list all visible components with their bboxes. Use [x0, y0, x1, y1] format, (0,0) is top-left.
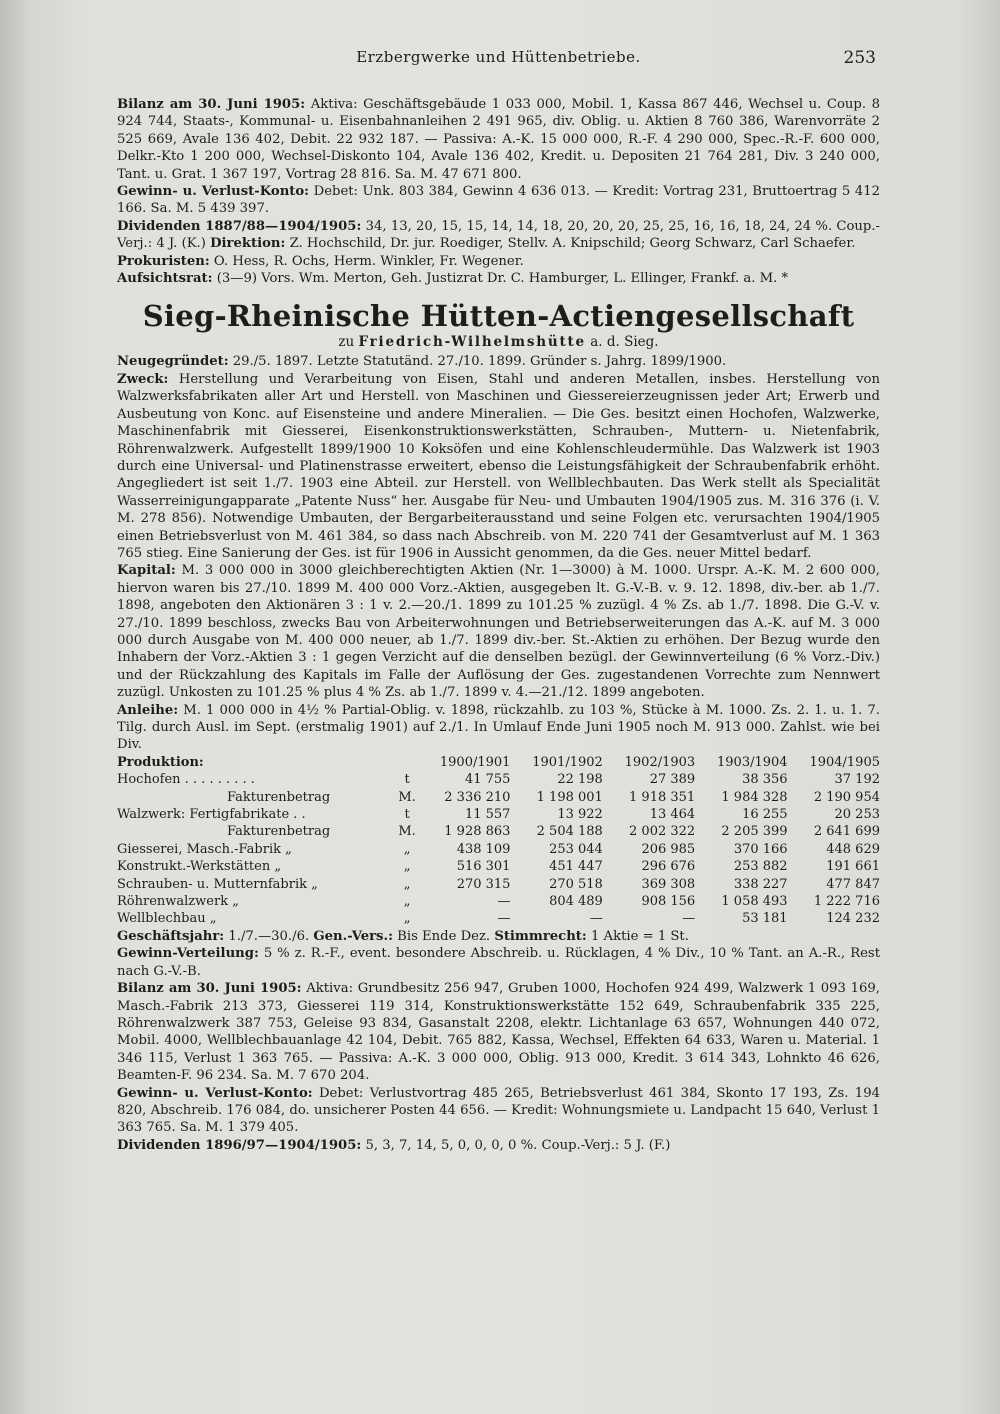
- production-value: 1 198 001: [536, 789, 603, 805]
- production-unit: „: [403, 841, 411, 857]
- production-value: 438 109: [456, 841, 511, 857]
- year-header: 1900/1901: [439, 754, 511, 770]
- production-value: 1 928 863: [444, 824, 511, 840]
- dividends-paragraph: Dividenden 1887/88—1904/1905: 34, 13, 20, 15, 15, 14, 14, 18, 20, 20, 20, 25, 25, 16, 16, 18, 24, 24 %. Coup.-Verj.: 4 J. (K.) Direktion: Z. Hochschild, Dr. jur. Roediger, Stellv. A. Knipschild; Georg Schwarz, Carl Schaefer.: [117, 218, 881, 252]
- production-value: 2 002 322: [629, 824, 696, 840]
- production-value: 2 205 399: [721, 824, 788, 840]
- text-column: [117, 96, 880, 1154]
- production-header-row: [117, 754, 880, 771]
- production-table: [117, 754, 880, 928]
- year-header: 1901/1902: [532, 754, 603, 770]
- profit-distribution-paragraph: Gewinn-Verteilung: 5 % z. R.-F., event. besondere Abschreib. u. Rücklagen, 4 % Div., 10 % Tant. an A.-R., Rest nach G.-V.-B.: [117, 946, 880, 979]
- production-value: 27 389: [649, 772, 696, 788]
- production-value: 451 447: [549, 859, 603, 875]
- production-row: [117, 771, 880, 788]
- production-label: Produktion:: [117, 754, 204, 770]
- production-value: 191 661: [826, 859, 880, 875]
- founded-paragraph: Neugegründet: 29./5. 1897. Letzte Statutänd. 27./10. 1899. Gründer s. Jahrg. 1899/1900.: [117, 354, 727, 370]
- production-value: —: [589, 911, 603, 927]
- balance-sheet-paragraph: Bilanz am 30. Juni 1905: Aktiva: Grundbesitz 256 947, Gruben 1000, Hochofen 924 499, Walzwerk 1 093 169, Masch.-Fabrik 213 373, Giesserei 119 314, Konstruktionswerkstätte 152 649, Schraubenfabrik 335 225, Röhrenwalzwerk 387 753, Geleise 93 834, Gasanstalt 2208, elektr. Lichtanlage 63 657, Wohnungen 440 072, Mobil. 4000, Wellblechbauanlage 42 104, Debit. 765 882, Kassa, Wechsel, Effekten 64 633, Waren u. Material. 1 346 115, Verlust 1 363 765. — Passiva: A.-K. 3 000 000, Oblig. 913 000, Kredit. 3 614 343, Lohnkto 46 626, Beamten-F. 96 234. Sa. M. 7 670 204.: [117, 981, 880, 1084]
- production-value: 1 058 493: [721, 894, 788, 910]
- production-row-label: Giesserei, Masch.-Fabrik „: [117, 841, 292, 857]
- production-value: 477 847: [826, 876, 880, 892]
- company-section: [117, 353, 880, 753]
- production-unit: t: [404, 772, 410, 788]
- profit-loss-paragraph: Gewinn- u. Verlust-Konto: Debet: Verlustvortrag 485 265, Betriebsverlust 461 384, Skonto 17 193, Zs. 194 820, Abschreib. 176 084, do. unsicherer Posten 44 656. — Kredit: Wohnungsmiete u. Landpacht 15 640, Verlust 1 363 765. Sa. M. 1 379 405.: [117, 1085, 880, 1136]
- production-value: 369 308: [641, 876, 696, 892]
- production-value: 2 336 210: [444, 789, 511, 805]
- company-title: Sieg-Rheinische Hütten-Actiengesellschaft: [142, 299, 855, 334]
- production-value: 2 504 188: [536, 824, 603, 840]
- company-location: zu Friedrich-Wilhelmshütte a. d. Sieg.: [338, 334, 659, 351]
- production-value: 124 232: [826, 911, 880, 927]
- production-value: 53 181: [742, 911, 788, 927]
- production-value: 11 557: [464, 807, 511, 823]
- production-value: 253 044: [549, 841, 603, 857]
- page-number: 253: [843, 48, 876, 68]
- production-value: 16 255: [742, 807, 788, 823]
- production-value: —: [682, 911, 696, 927]
- production-row: [117, 876, 880, 893]
- production-value: —: [497, 894, 511, 910]
- year-header: 1903/1904: [717, 754, 788, 770]
- production-value: 1 222 716: [813, 894, 880, 910]
- production-row-label: Fakturenbetrag: [227, 789, 331, 805]
- purpose-paragraph: Zweck: Herstellung und Verarbeitung von Eisen, Stahl und anderen Metallen, insbes. Herstellung von Walzwerksfabrikaten aller Art und Herstell. von Maschinen und Giessereierzeugnissen jeder Art; Erwerb und Ausbeutung von Konc. auf Eisensteine und andere Mineralien. — Die Ges. besitzt einen Hochofen, Walzwerke, Maschinenfabrik mit Giesserei, Eisenkonstruktionswerkstätten, Schrauben-, Muttern- u. Nietenfabrik, Röhrenwalzwerk. Aufgestellt 1899/1900 10 Koksöfen und eine Kohlenschleudermühle. Das Walzwerk ist 1903 durch eine Universal- und Platinenstrasse erweitert, ebenso die Leistungsfähigkeit der Schraubenfabrik erhöht. Angegliedert ist seit 1./7. 1903 eine Abteil. zur Herstell. von Wellblechbauten. Das Werk stellt als Specialität Wasserreinigungapparate „Patente Nuss“ her. Ausgabe für Neu- und Umbauten 1904/1905 zus. M. 316 376 (i. V. M. 278 856). Notwendige Umbauten, der Bergarbeiterausstand und seine Folgen etc. verursachten 1904/1905 einen Betriebsverlust von M. 461 384, so dass nach Abschreib. von M. 220 741 der Gesamtverlust auf M. 1 363 765 stieg. Eine Sanierung der Ges. ist für 1906 in Aussicht genommen, da die Ges. neuer Mittel bedarf.: [117, 371, 880, 561]
- page-header: [117, 48, 880, 72]
- production-value: 448 629: [826, 841, 880, 857]
- production-value: 206 985: [641, 841, 696, 857]
- production-unit: „: [403, 894, 411, 910]
- production-row: [117, 806, 880, 823]
- profit-loss-paragraph: Gewinn- u. Verlust-Konto: Debet: Unk. 803 384, Gewinn 4 636 013. — Kredit: Vortrag 231, Bruttoertrag 5 412 166. Sa. M. 5 439 397.: [117, 184, 880, 217]
- production-row-label: Schrauben- u. Mutternfabrik „: [117, 876, 318, 892]
- production-value: 38 356: [742, 772, 788, 788]
- closing-section: [117, 928, 880, 1154]
- production-unit: „: [403, 876, 411, 892]
- production-value: 20 253: [834, 807, 880, 823]
- previous-company-section: [117, 96, 880, 287]
- production-row-label: Hochofen . . . . . . . . .: [117, 772, 255, 788]
- supervisory-board-paragraph: Aufsichtsrat: (3—9) Vors. Wm. Merton, Geh. Justizrat Dr. C. Hamburger, L. Ellinger, Frankf. a. M. *: [117, 271, 789, 287]
- prokuristen-paragraph: Prokuristen: O. Hess, R. Ochs, Herm. Winkler, Fr. Wegener.: [117, 253, 524, 269]
- production-value: 270 315: [456, 876, 511, 892]
- production-row-label: Wellblechbau „: [117, 911, 217, 927]
- production-value: 516 301: [456, 859, 511, 875]
- production-row: [117, 858, 880, 875]
- capital-paragraph: Kapital: M. 3 000 000 in 3000 gleichberechtigten Aktien (Nr. 1—3000) à M. 1000. Urspr. A.-K. M. 2 600 000, hiervon waren bis 27./10. 1899 M. 400 000 Vorz.-Aktien, ausgegeben lt. G.-V.-B. v. 9. 12. 1898, div.-ber. ab 1./7. 1898, angeboten den Aktionären 3 : 1 v. 2.—20./1. 1899 zu 101.25 % zuzügl. 4 % Zs. ab 1./7. 1898. Die G.-V. v. 27./10. 1899 beschloss, zwecks Bau von Arbeiterwohnungen und Betriebserweiterungen das A.-K. auf M. 3 000 000 durch Ausgabe von M. 400 000 neuer, ab 1./7. 1899 div.-ber. St.-Aktien zu erhöhen. Der Bezug wurde den Inhabern der Vorz.-Aktien 3 : 1 gegen Verzicht auf die denselben bezügl. der Gewinnverteilung (6 % Vorz.-Div.) und der Rückzahlung des Kapitals im Falle der Auflösung der Ges. zugestandenen Vorrechte zum Nennwert zuzügl. Unkosten zu 101.25 % plus 4 % Zs. ab 1./7. 1899 v. 4.—21./12. 1899 angeboten.: [117, 563, 880, 701]
- production-row-label: Röhrenwalzwerk „: [117, 894, 239, 910]
- production-value: 2 190 954: [813, 789, 880, 805]
- production-value: 22 198: [557, 772, 603, 788]
- loan-paragraph: Anleihe: M. 1 000 000 in 4½ % Partial-Oblig. v. 1898, rückzahlb. zu 103 %, Stücke à M. 1000. Zs. 2. 1. u. 1. 7. Tilg. durch Ausl. im Sept. (erstmalig 1901) auf 2./1. In Umlauf Ende Juni 1905 noch M. 913 000. Zahlst. wie bei Div.: [117, 702, 880, 753]
- production-value: 253 882: [733, 859, 788, 875]
- production-unit: „: [403, 911, 411, 927]
- production-value: 2 641 699: [813, 824, 880, 840]
- production-unit: M.: [398, 824, 416, 840]
- production-value: 41 755: [464, 772, 511, 788]
- production-row: [117, 893, 880, 910]
- running-title: Erzbergwerke und Hüttenbetriebe.: [356, 48, 641, 66]
- year-header: 1904/1905: [809, 754, 880, 770]
- production-value: 338 227: [733, 876, 788, 892]
- production-unit: „: [403, 859, 411, 875]
- production-value: 13 464: [649, 807, 696, 823]
- production-row: [117, 910, 880, 927]
- production-value: 13 922: [557, 807, 603, 823]
- production-row-label: Walzwerk: Fertigfabrikate . .: [117, 807, 306, 823]
- production-row: [117, 789, 880, 806]
- production-value: 296 676: [641, 859, 696, 875]
- balance-sheet-paragraph: Bilanz am 30. Juni 1905: Aktiva: Geschäftsgebäude 1 033 000, Mobil. 1, Kassa 867 446, Wechsel u. Coup. 8 924 744, Staats-, Kommunal- u. Eisenbahnanleihen 2 491 965, div. Oblig. u. Aktien 8 760 386, Warenvorräte 2 525 669, Avale 136 402, Debit. 22 932 187. — Passiva: A.-K. 15 000 000, R.-F. 4 290 000, Spec.-R.-F. 600 000, Delkr.-Kto 1 200 000, Wechsel-Diskonto 104, Avale 136 402, Kredit. u. Depositen 21 764 281, Div. 3 240 000, Tant. u. Grat. 1 367 197, Vortrag 28 816. Sa. M. 47 671 800.: [117, 97, 881, 182]
- production-value: 1 918 351: [629, 789, 696, 805]
- year-header: 1902/1903: [624, 754, 696, 770]
- production-row: [117, 841, 880, 858]
- production-row: [117, 823, 880, 840]
- fiscal-year-paragraph: Geschäftsjahr: 1./7.—30./6. Gen.-Vers.: Bis Ende Dez. Stimmrecht: 1 Aktie = 1 St.: [117, 928, 689, 944]
- production-row-label: Fakturenbetrag: [227, 824, 331, 840]
- production-value: 1 984 328: [721, 789, 788, 805]
- production-row-label: Konstrukt.-Werkstätten „: [117, 859, 282, 875]
- production-value: 270 518: [549, 876, 603, 892]
- production-value: 370 166: [733, 841, 788, 857]
- production-unit: t: [404, 807, 410, 823]
- production-value: 908 156: [641, 894, 696, 910]
- production-unit: M.: [398, 789, 416, 805]
- production-value: 37 192: [834, 772, 880, 788]
- production-value: —: [497, 911, 511, 927]
- dividends-paragraph: Dividenden 1896/97—1904/1905: 5, 3, 7, 14, 5, 0, 0, 0, 0 %. Coup.-Verj.: 5 J. (F.): [117, 1137, 671, 1153]
- production-value: 804 489: [549, 894, 603, 910]
